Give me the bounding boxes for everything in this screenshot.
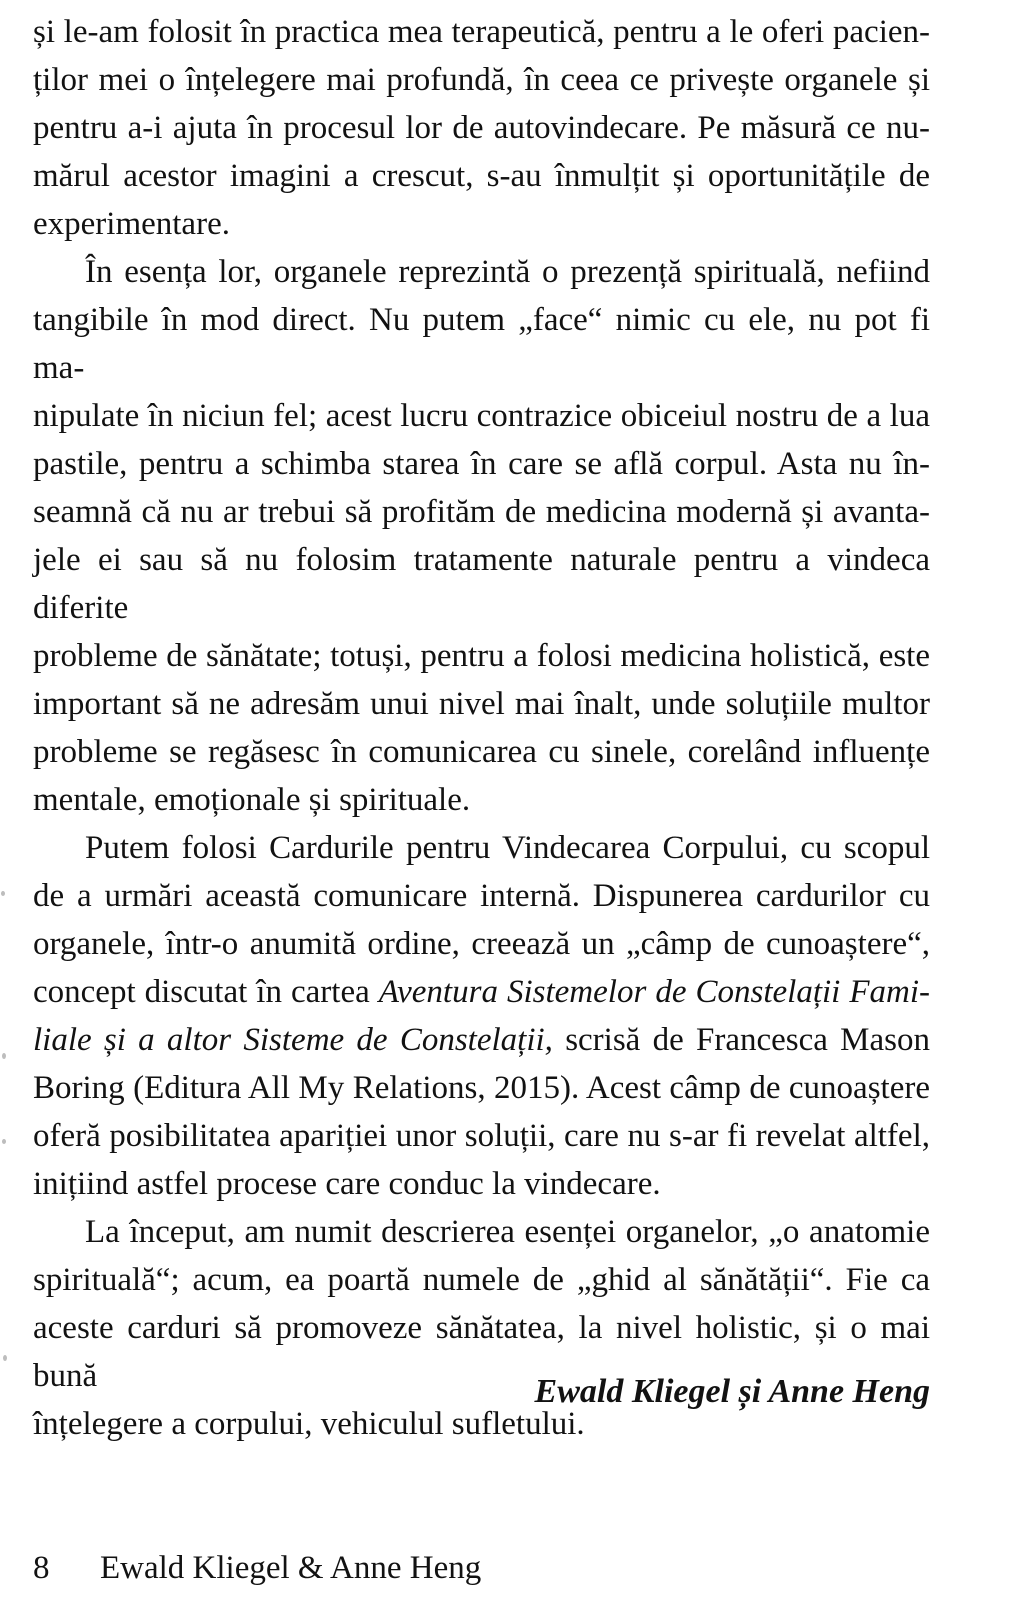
text-line: pentru a-i ajuta în procesul lor de autovindecare. Pe măsură ce nu- xyxy=(33,110,930,146)
text-line: înțelegere a corpului, vehiculul sufletului. xyxy=(33,1406,585,1442)
text-line: nipulate în niciun fel; acest lucru contrazice obiceiul nostru de a lua xyxy=(33,398,930,434)
text-line: ților mei o înțelegere mai profundă, în ceea ce privește organele și xyxy=(33,62,930,98)
scan-artifact xyxy=(2,1139,6,1144)
text-line: jele ei sau să nu folosim tratamente naturale pentru a vindeca diferite xyxy=(33,542,930,626)
running-footer: Ewald Kliegel & Anne Heng xyxy=(100,1550,482,1586)
text-line: probleme de sănătate; totuși, pentru a folosi medicina holistică, este xyxy=(33,638,930,674)
text-segment: concept discutat în cartea xyxy=(33,974,379,1010)
text-line xyxy=(33,968,930,1016)
text-line: important să ne adresăm unui nivel mai înalt, unde soluțiile multor xyxy=(33,686,930,722)
book-title-italic: liale și a altor Sisteme de Constelații, xyxy=(33,1022,553,1058)
text-line: probleme se regăsesc în comunicarea cu sinele, corelând influențe xyxy=(33,734,930,770)
body-text xyxy=(33,8,930,1448)
text-line: experimentare. xyxy=(33,206,230,242)
authors-signature: Ewald Kliegel și Anne Heng xyxy=(534,1373,930,1410)
text-segment: scrisă de Francesca Mason xyxy=(552,1022,930,1058)
text-line: inițiind astfel procese care conduc la vindecare. xyxy=(33,1166,661,1202)
text-line: oferă posibilitatea apariției unor soluții, care nu s-ar fi revelat altfel, xyxy=(33,1118,930,1154)
paragraph xyxy=(33,8,930,248)
text-line: organele, într-o anumită ordine, creează un „câmp de cunoaștere“, xyxy=(33,926,930,962)
text-line: La început, am numit descrierea esenței organelor, „o anatomie xyxy=(85,1214,930,1250)
text-line: tangibile în mod direct. Nu putem „face“ nimic cu ele, nu pot fi ma- xyxy=(33,302,930,386)
page-footer xyxy=(33,1544,930,1592)
text-line: seamnă că nu ar trebui să profităm de medicina modernă și avanta- xyxy=(33,494,930,530)
text-line: În esența lor, organele reprezintă o prezență spirituală, nefiind xyxy=(85,254,930,290)
paragraph xyxy=(33,824,930,1208)
scan-artifact xyxy=(2,1053,6,1059)
text-line: și le-am folosit în practica mea terapeutică, pentru a le oferi pacien- xyxy=(33,14,930,50)
paragraph xyxy=(33,248,930,824)
text-line: mărul acestor imagini a crescut, s-au înmulțit și oportunitățile de xyxy=(33,158,930,194)
page-number: 8 xyxy=(33,1550,50,1586)
text-line: spirituală“; acum, ea poartă numele de „ghid al sănătății“. Fie ca xyxy=(33,1262,930,1298)
text-line: Putem folosi Cardurile pentru Vindecarea Corpului, cu scopul xyxy=(85,830,930,866)
book-title-italic: Aventura Sistemelor de Constelații Fami- xyxy=(378,974,931,1010)
text-line: aceste carduri să promoveze sănătatea, la nivel holistic, și o mai bună xyxy=(33,1310,930,1394)
scan-artifact xyxy=(1,891,5,896)
text-line: de a urmări această comunicare internă. Dispunerea cardurilor cu xyxy=(33,878,930,914)
text-line: pastile, pentru a schimba starea în care se află corpul. Asta nu în- xyxy=(33,446,930,482)
scan-artifact xyxy=(3,1355,7,1361)
text-line xyxy=(33,1016,930,1064)
text-line: Boring (Editura All My Relations, 2015). Acest câmp de cunoaștere xyxy=(33,1070,930,1106)
text-line: mentale, emoționale și spirituale. xyxy=(33,782,471,818)
